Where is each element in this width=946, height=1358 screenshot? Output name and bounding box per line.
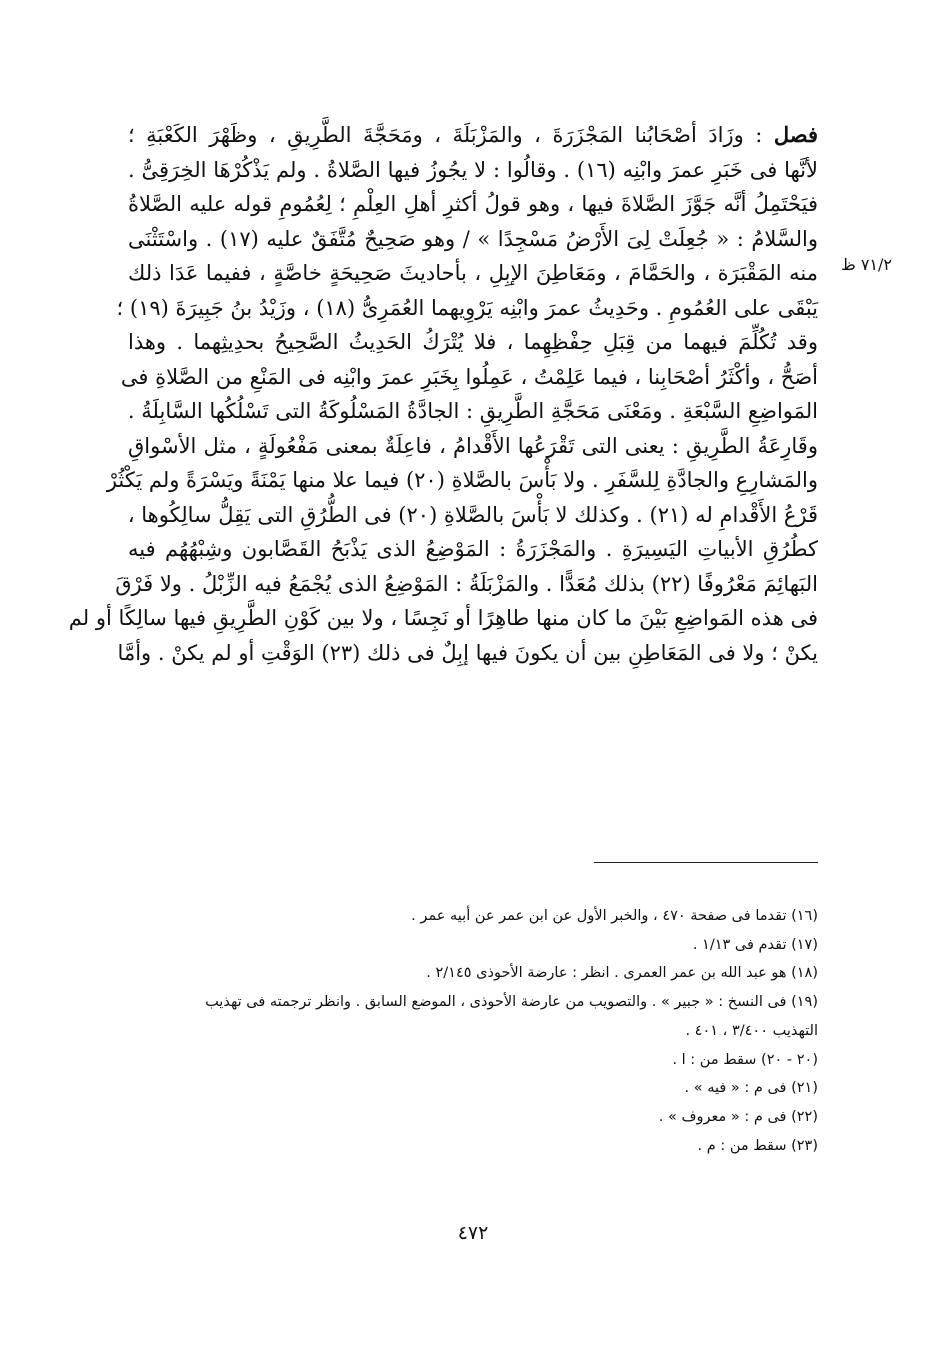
footnote: (٢٣) سقط من : م . [697,1137,818,1154]
text-line: المَواضِعِ السَّبْعَةِ . ومَعْنَى مَحَجَّةِ الطَّرِيقِ : الجادَّةُ المَسْلُوكَةُ التى تَسْلُكُها السَّابِلَةُ . [127,399,818,423]
text-line [128,118,818,153]
text-line: فى هذه المَواضِعِ بَيْنَ ما كان منها طاهِرًا أو نَجِسًا ، ولا بين كَوْنِ الطَّرِيقِ فيها سالِكًا أو لم [68,606,818,630]
footnote: (١٩) فى النسخ : « جبير » . والتصويب من عارضة الأحوذى ، الموضع السابق . وانظر ترجمته فى تهذيب [205,994,818,1011]
main-text-block [68,118,819,670]
text-line: لأنَّها فى خَبَرِ عمرَ وابْنِه (١٦) . وقالُوا : لا يجُوزُ فيها الصَّلاةُ . ولم يَذْكُرْهَا الخِرَقِىُّ . [128,157,819,182]
footnote: (١٦) تقدما فى صفحة ٤٧٠ ، والخبر الأول عن ابن عمر عن أبيه عمر . [411,908,818,924]
text-line: والمَشارِعِ والجادَّةِ لِلسَّفَرِ . ولا بَأْسَ بالصَّلاةِ (٢٠) فيما علا منها يَمْنَةً ويَسْرَةً ولم يَكْثُرْ [106,468,818,492]
text-line: كطُرُقِ الأبياتِ اليَسِيرَةِ . والمَجْزَرَةُ : المَوْضِعُ الذى يَذْبَحُ القَصَّابون وشِبْهُهُم فيه [128,537,818,561]
footnote-continuation: التهذيب ٣/٤٠٠ ، ٤٠١ . [685,1022,818,1039]
text-line: البَهائِمَ مَعْرُوفًا (٢٢) بذلك مُعَدًّا . والمَزْبَلَةُ : المَوْضِعُ الذى يُجْمَعُ فيه الزِّبْلُ . ولا فَرْقَ [115,571,818,596]
text-line: فيَحْتَمِلُ أنَّه جَوَّزَ الصَّلاةَ فيها ، وهو قولُ أكثرِ أهلِ العِلْمِ ؛ لِعُمُومِ قوله عليه الصَّلاةُ [128,192,818,216]
footnote: (٢٠ - ٢٠) سقط من : ا . [672,1051,818,1068]
text-line: وقَارِعَةُ الطَّرِيقِ : يعنى التى تَقْرَعُها الأَقْدامُ ، فاعِلَةٌ بمعنى مَفْعُولَةٍ ، مثل الأسْواقِ [128,433,818,458]
manuscript-folio-marker: ٧١/٢ ظ [840,255,892,274]
text-line-content: : وزَادَ أصْحَابُنا المَجْزَرَةَ ، والمَزْبَلَةَ ، ومَحَجَّةَ الطَّرِيقِ ، وظَهْرَ الكَعْبَةِ ؛ [128,123,774,147]
page-number: ٤٧٢ [457,1222,489,1244]
text-line: والسَّلامُ : « جُعِلَتْ لِىَ الأَرْضُ مَسْجِدًا » / وهو صَحِيحٌ مُتَّفَقٌ عليه (١٧) . واسْتَثْنَى [128,226,818,251]
footnote: (١٨) هو عبد الله بن عمر العمرى . انظر : عارضة الأحوذى ٢/١٤٥ . [426,965,818,982]
text-line: أصَحُّ ، وأكْثَرُ أصْحَابِنا ، فيما عَلِمْتُ ، عَمِلُوا بِخَبَرِ عمرَ وابْنِه فى المَنْعِ من الصَّلاةِ فى [120,364,818,389]
section-heading-word: فصل [773,122,818,147]
footnote: (٢١) فى م : « فيه » . [684,1080,818,1097]
text-line: وقد تُكُلِّمَ فيهما من قِبَلِ حِفْظِهِما ، فلا يُتْرَكُ الحَدِيثُ الصَّحِيحُ بحدِيثِهما . وهذا [128,330,818,354]
footnote: (٢٢) فى م : « معروف » . [658,1108,818,1125]
footnote-divider [594,862,818,863]
text-line: قَرْعُ الأَقْدامِ له (٢١) . وكذلك لا بَأْسَ بالصَّلاةِ (٢٠) فى الطُّرُقِ التى يَقِلُّ سالِكُوها ، [127,502,818,527]
footnotes-block [128,902,818,1160]
text-line: يكنْ ؛ ولا فى المَعَاطِنِ بين أن يكونَ فيها إبِلٌ فى ذلك (٢٣) الوَقْتِ أو لم يكنْ . وأمَّا [117,640,818,665]
footnote: (١٧) تقدم فى ١/١٣ . [692,936,818,953]
text-line: يَبْقَى على العُمُومِ . وحَدِيثُ عمرَ وابْنِه يَرْوِيهما العُمَرِىُّ (١٨) ، وزَيْدُ بنُ جَبِيرَةَ (١٩) ؛ [116,295,818,320]
text-line: منه المَقْبَرَة ، والحَمَّامَ ، ومَعَاطِنَ الإبِلِ ، بأحاديثَ صَحِيحَةٍ خاصَّةٍ ، ففيما عَدَا ذلك [128,261,818,285]
